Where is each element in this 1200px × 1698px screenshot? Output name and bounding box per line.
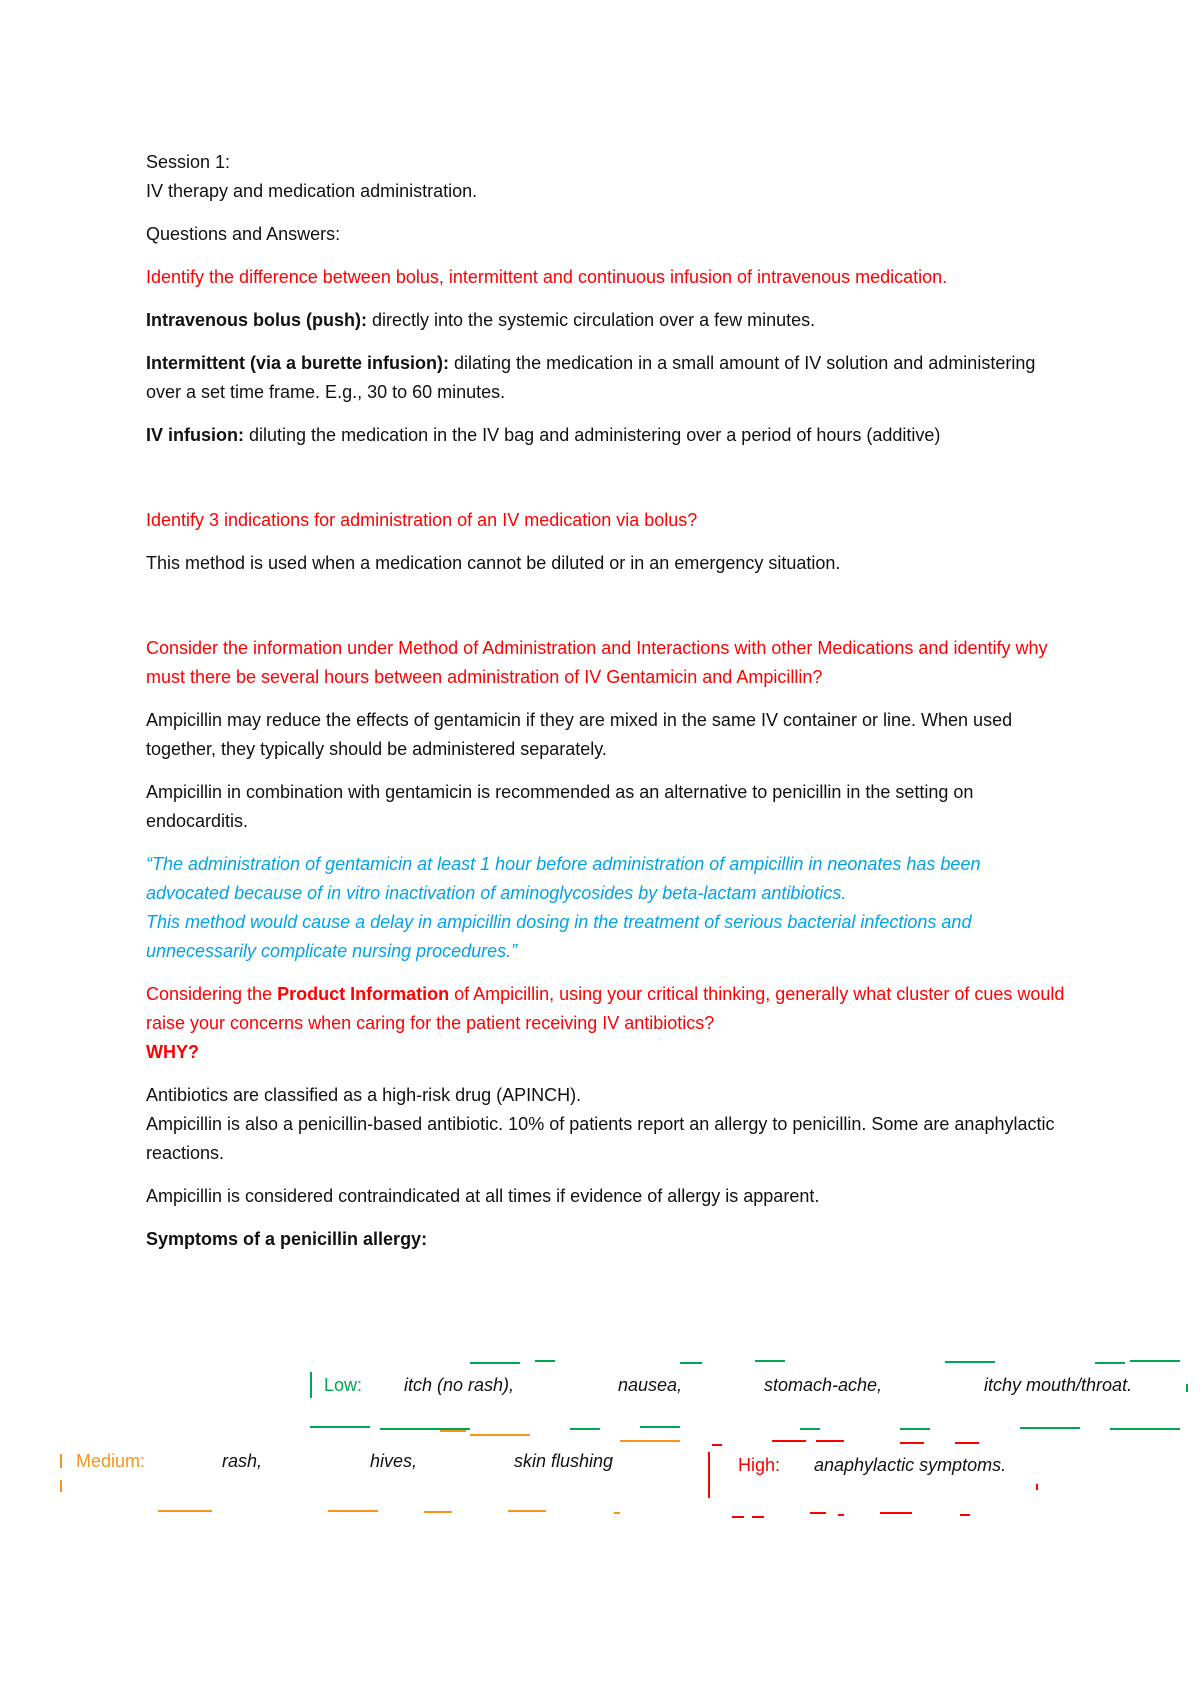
- answer-4-1: Antibiotics are classified as a high-risk drug (APINCH).: [146, 1085, 582, 1105]
- infusion-term: IV infusion:: [146, 425, 244, 445]
- low-label: Low:: [324, 1375, 363, 1395]
- answer-bolus: [146, 306, 1066, 335]
- bolus-text: directly into the systemic circulation over a few minutes.: [367, 310, 816, 330]
- qa-heading: Questions and Answers:: [146, 224, 341, 244]
- question-1: Identify the difference between bolus, intermittent and continuous infusion of intravenous medication.: [146, 267, 948, 287]
- medium-item: rash,: [222, 1451, 263, 1471]
- answer-2: This method is used when a medication cannot be diluted or in an emergency situation.: [146, 553, 841, 573]
- low-item: nausea,: [618, 1375, 683, 1395]
- session-subtitle: IV therapy and medication administration.: [146, 181, 478, 201]
- quote-line-2: This method would cause a delay in ampicillin dosing in the treatment of serious bacterial infections and unnecessarily complicate nursing procedures.”: [146, 912, 972, 961]
- answer-4-2: Ampicillin is also a penicillin-based antibiotic. 10% of patients report an allergy to penicillin. Some are anaphylactic reactions.: [146, 1114, 1055, 1163]
- intermittent-term: Intermittent (via a burette infusion):: [146, 353, 450, 373]
- low-bracket: [310, 1372, 312, 1398]
- high-item: anaphylactic symptoms.: [814, 1455, 1007, 1475]
- high-label: High:: [738, 1455, 781, 1475]
- answer-4-3: Ampicillin is considered contraindicated at all times if evidence of allergy is apparent.: [146, 1186, 820, 1206]
- medium-label: Medium:: [76, 1451, 146, 1471]
- symptoms-heading: Symptoms of a penicillin allergy:: [146, 1229, 428, 1249]
- low-item: stomach-ache,: [764, 1375, 883, 1395]
- infusion-text: diluting the medication in the IV bag and administering over a period of hours (additive): [244, 425, 941, 445]
- document-body: [146, 148, 1066, 1254]
- answer-3-2: Ampicillin in combination with gentamicin is recommended as an alternative to penicillin in the setting on endocarditis.: [146, 782, 974, 831]
- session-title: Session 1:: [146, 152, 231, 172]
- low-item: itchy mouth/throat.: [984, 1375, 1133, 1395]
- medium-item: skin flushing: [514, 1451, 614, 1471]
- why-label: WHY?: [146, 1042, 199, 1062]
- quote-line-1: “The administration of gentamicin at least 1 hour before administration of ampicillin in neonates has been advocated because of in vitro inactivation of aminoglycosides by beta-lactam antibiotics.: [146, 854, 981, 903]
- question-3: Consider the information under Method of Administration and Interactions with other Medications and identify why must there be several hours between administration of IV Gentamicin and Ampicillin?: [146, 638, 1048, 687]
- medium-item: hives,: [370, 1451, 418, 1471]
- answer-intermittent: [146, 349, 1066, 407]
- product-information-term: Product Information: [277, 984, 450, 1004]
- low-item: itch (no rash),: [404, 1375, 515, 1395]
- bolus-term: Intravenous bolus (push):: [146, 310, 368, 330]
- question-2: Identify 3 indications for administration of an IV medication via bolus?: [146, 510, 698, 530]
- high-bracket: [708, 1452, 710, 1498]
- medium-bracket: [60, 1454, 62, 1468]
- intermittent-text: dilating the medication in a small amount of IV solution and administering over a set time frame. E.g., 30 to 60 minutes.: [146, 353, 1036, 402]
- answer-3-1: Ampicillin may reduce the effects of gentamicin if they are mixed in the same IV container or line. When used together, they typically should be administered separately.: [146, 710, 1013, 759]
- answer-infusion: [146, 421, 1066, 450]
- question-4: Considering the Product Information of Ampicillin, using your critical thinking, generally what cluster of cues would raise your concerns when caring for the patient receiving IV antibiotics?: [146, 984, 1065, 1033]
